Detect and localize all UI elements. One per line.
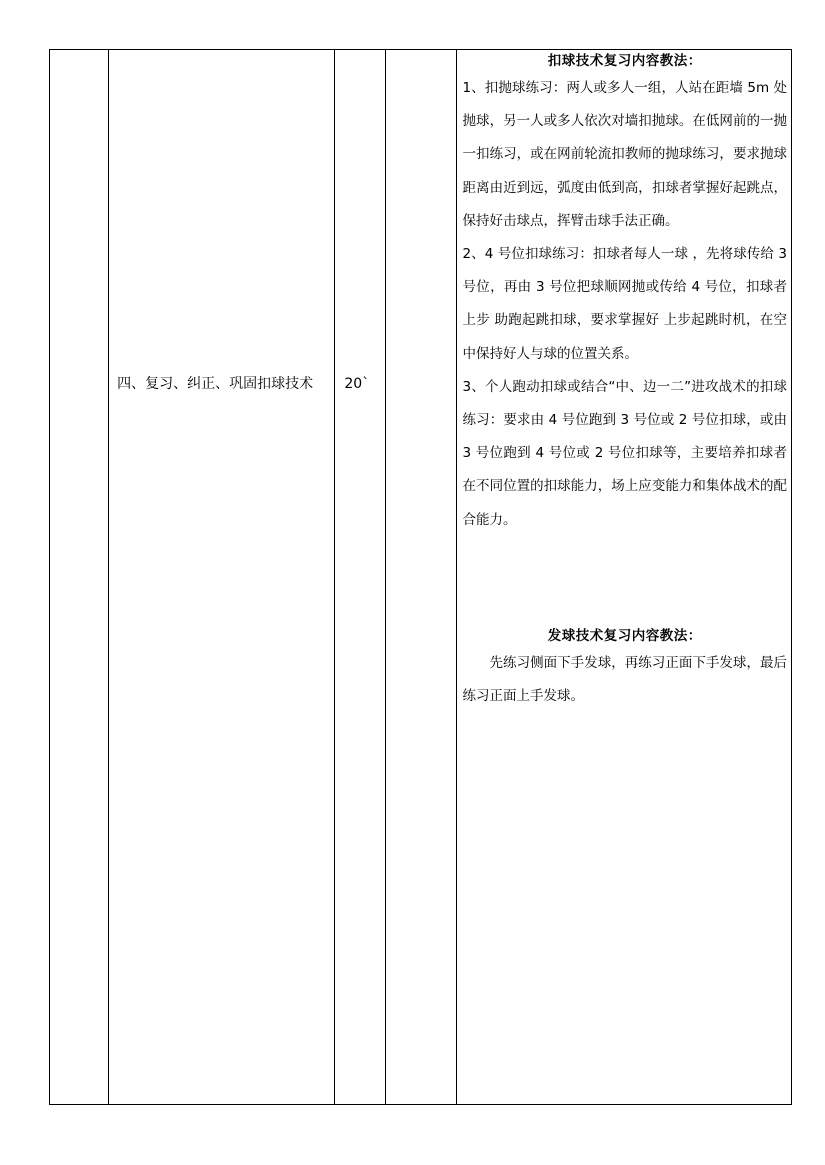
topic-cell (109, 50, 335, 1105)
serve-section-title: 发球技术复习内容教法： (547, 627, 702, 644)
spike-paragraph-3: 3、个人跑动扣球或结合“中、边一二”进攻战术的扣球练习：要求由 4 号位跑到 3 号位或 2 号位扣球，或由 3 号位跑到 4 号位或 2 号位扣球等，主要培养扣球者在不同位置的扣球能力，场上应变能力和集体战术的配合能力。 (462, 378, 787, 528)
content-wrap (457, 50, 791, 713)
blank-cell-middle (386, 50, 456, 1105)
content-cell (456, 50, 791, 1105)
spike-paragraph-1: 1、扣抛球练习：两人或多人一组，人站在距墙 5m 处抛球，另一人或多人依次对墙扣抛球。在低网前的一抛一扣练习，或在网前轮流扣教师的抛球练习，要求抛球距离由近到远，弧度由低到高，扣球者掌握好起跳点，保持好击球点，挥臂击球手法正确。 (462, 80, 787, 229)
spike-section-title: 扣球技术复习内容教法： (547, 53, 702, 69)
topic-text: 四、复习、纠正、巩固扣球技术 (117, 376, 314, 392)
table-row (50, 50, 792, 1105)
time-text: 20` (344, 376, 370, 392)
spike-paragraph-2: 2、4 号位扣球练习：扣球者每人一球 ，先将球传给 3 号位，再由 3 号位把球顺网抛或传给 4 号位，扣球者上步 助跑起跳扣球，要求掌握好 上步起跳时机，在空中保持好人与球的位置关系。 (462, 246, 787, 362)
section-spacer (463, 537, 787, 625)
blank-cell-left (50, 50, 109, 1105)
lesson-plan-table (49, 49, 792, 1105)
time-cell (335, 50, 386, 1105)
serve-paragraph: 先练习侧面下手发球，再练习正面下手发球，最后练习正面上手发球。 (462, 654, 787, 705)
